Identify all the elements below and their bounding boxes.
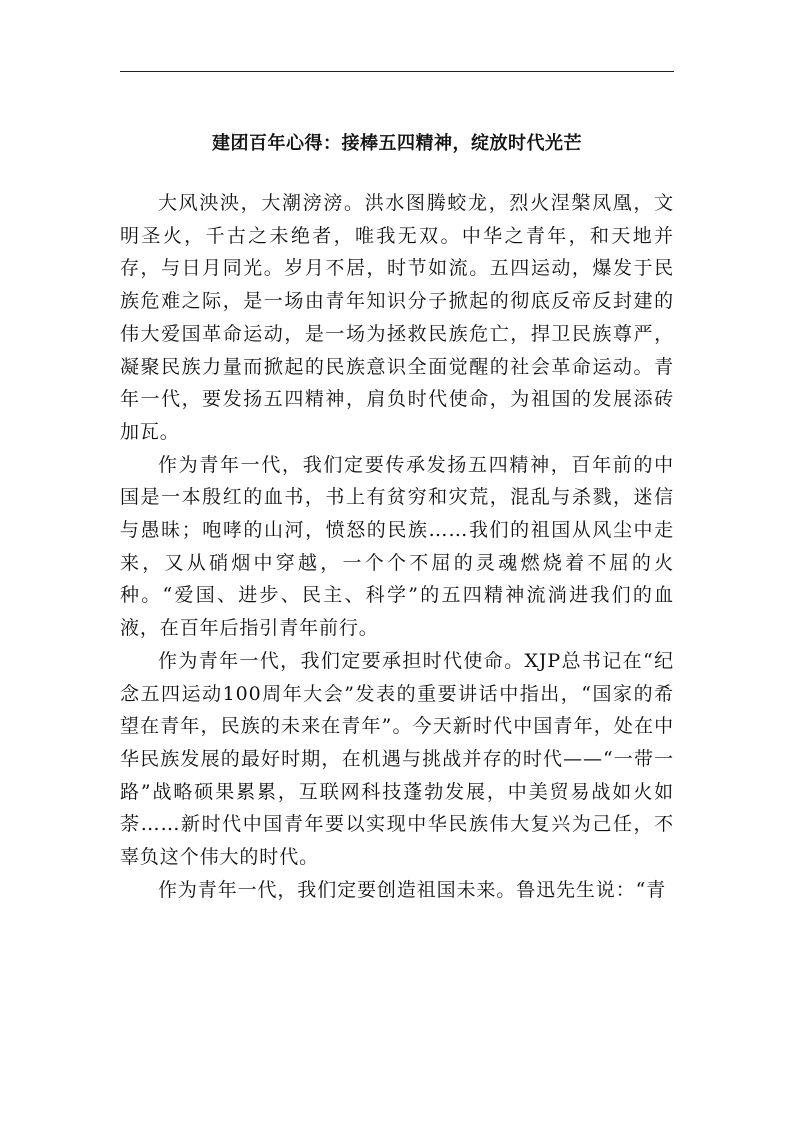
document-title: 建团百年心得：接棒五四精神，绽放时代光芒	[212, 133, 582, 154]
paragraph-3: 作为青年一代，我们定要承担时代使命。XJP总书记在“纪念五四运动100周年大会”发表的重要讲话中指出，“国家的希望在青年，民族的未来在青年”。今天新时代中国青年，处在中华民族发展的最好时期，在机遇与挑战并存的时代——“一带一路”战略硕果累累，互联网科技蓬勃发展，中美贸易战如火如荼……新时代中国青年要以实现中华民族伟大复兴为己任，不辜负这个伟大的时代。	[120, 649, 674, 869]
paragraph-1: 大风泱泱，大潮滂滂。洪水图腾蛟龙，烈火涅槃凤凰，文明圣火，千古之未绝者，唯我无双。中华之青年，和天地并存，与日月同光。岁月不居，时节如流。五四运动，爆发于民族危难之际，是一场由青年知识分子掀起的彻底反帝反封建的伟大爱国革命运动，是一场为拯救民族危亡，捍卫民族尊严，凝聚民族力量而掀起的民族意识全面觉醒的社会革命运动。青年一代，要发扬五四精神，肩负时代使命，为祖国的发展添砖加瓦。	[120, 192, 674, 443]
paragraph-4: 作为青年一代，我们定要创造祖国未来。鲁迅先生说：“青	[158, 878, 667, 901]
paragraph-2: 作为青年一代，我们定要传承发扬五四精神，百年前的中国是一本殷红的血书，书上有贫穷和灾荒，混乱与杀戮，迷信与愚昧；咆哮的山河，愤怒的民族……我们的祖国从风尘中走来，又从硝烟中穿越，一个个不屈的灵魂燃烧着不屈的火种。“爱国、进步、民主、科学”的五四精神流淌进我们的血液，在百年后指引青年前行。	[120, 453, 674, 640]
document-body	[120, 187, 674, 906]
header-rule	[120, 71, 674, 72]
